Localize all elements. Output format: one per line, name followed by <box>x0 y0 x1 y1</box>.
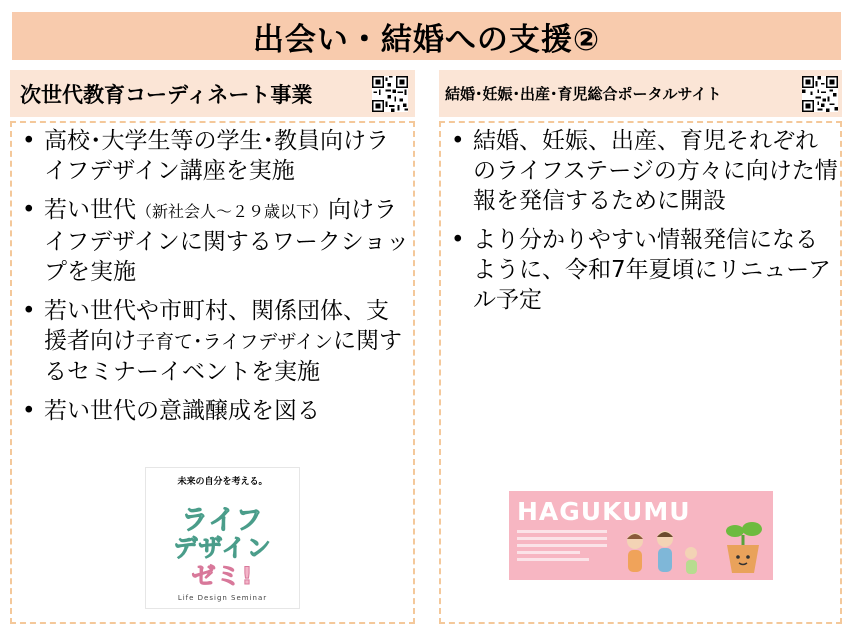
seminar-title-line-2: デザイン <box>173 534 272 562</box>
bullet-dot: • <box>22 128 36 154</box>
hagukumu-banner[interactable] <box>509 491 773 580</box>
bullet-dot: • <box>22 298 36 324</box>
bullet-text: 結婚、妊娠、出産、育児それぞれのライフステージの方々に向けた情報を発信するために開設 <box>473 128 838 214</box>
qr-code-icon[interactable] <box>372 76 408 112</box>
page-title: 出会い・結婚への支援② <box>252 21 601 58</box>
left-heading-text: 次世代教育コーディネート事業 <box>20 82 313 107</box>
seminar-title-line-3: ゼミ! <box>191 562 254 590</box>
hagukumu-logo: HAGUKUMU <box>517 497 691 526</box>
list-item <box>18 126 410 186</box>
right-panel-body <box>439 121 842 624</box>
seminar-english-title: Life Design Seminar <box>177 594 268 602</box>
right-bullet-list <box>447 126 839 324</box>
life-design-seminar-image <box>145 467 300 609</box>
bullet-text: 高校･大学生等の学生･教員向けライフデザイン講座を実施 <box>44 128 389 184</box>
bullet-dot: • <box>22 197 36 223</box>
left-bullet-list <box>18 126 410 435</box>
bullet-note: （新社会人～２９歳以下） <box>136 202 329 221</box>
bullet-dot: • <box>22 398 36 424</box>
list-item <box>447 225 839 315</box>
list-item <box>18 195 410 287</box>
bullet-text: より分かりやすい情報発信になるように、令和7年夏頃にリニューアル予定 <box>473 227 832 313</box>
right-panel-heading <box>439 70 842 117</box>
bullet-text: 若い世代や市町村、関係団体、支援者向け <box>44 298 389 354</box>
bullet-dot: • <box>451 227 465 253</box>
left-panel-heading <box>10 70 415 117</box>
bullet-text: 若い世代 <box>44 197 136 223</box>
seminar-title-line-1: ライフ <box>181 505 264 536</box>
bullet-note: 子育て･ライフデザイン <box>136 331 334 353</box>
list-item <box>18 296 410 387</box>
sprout-pot-icon <box>719 517 767 577</box>
list-item <box>447 126 839 216</box>
qr-code-icon[interactable] <box>802 76 838 112</box>
right-heading-text: 結婚･妊娠･出産･育児総合ポータルサイト <box>445 85 722 103</box>
left-panel-body <box>10 121 415 624</box>
list-item <box>18 396 410 426</box>
family-illustration-icon <box>613 527 709 577</box>
banner-text-lines <box>517 530 607 565</box>
bullet-text: 若い世代の意識醸成を図る <box>44 398 320 424</box>
bullet-text: 向けライフデザインに関するワークショップを実施 <box>44 197 410 285</box>
bullet-dot: • <box>451 128 465 154</box>
title-bar <box>12 12 841 60</box>
seminar-tagline: 未来の自分を考える。 <box>177 477 268 487</box>
bullet-text: に関するセミナーイベントを実施 <box>44 328 403 385</box>
